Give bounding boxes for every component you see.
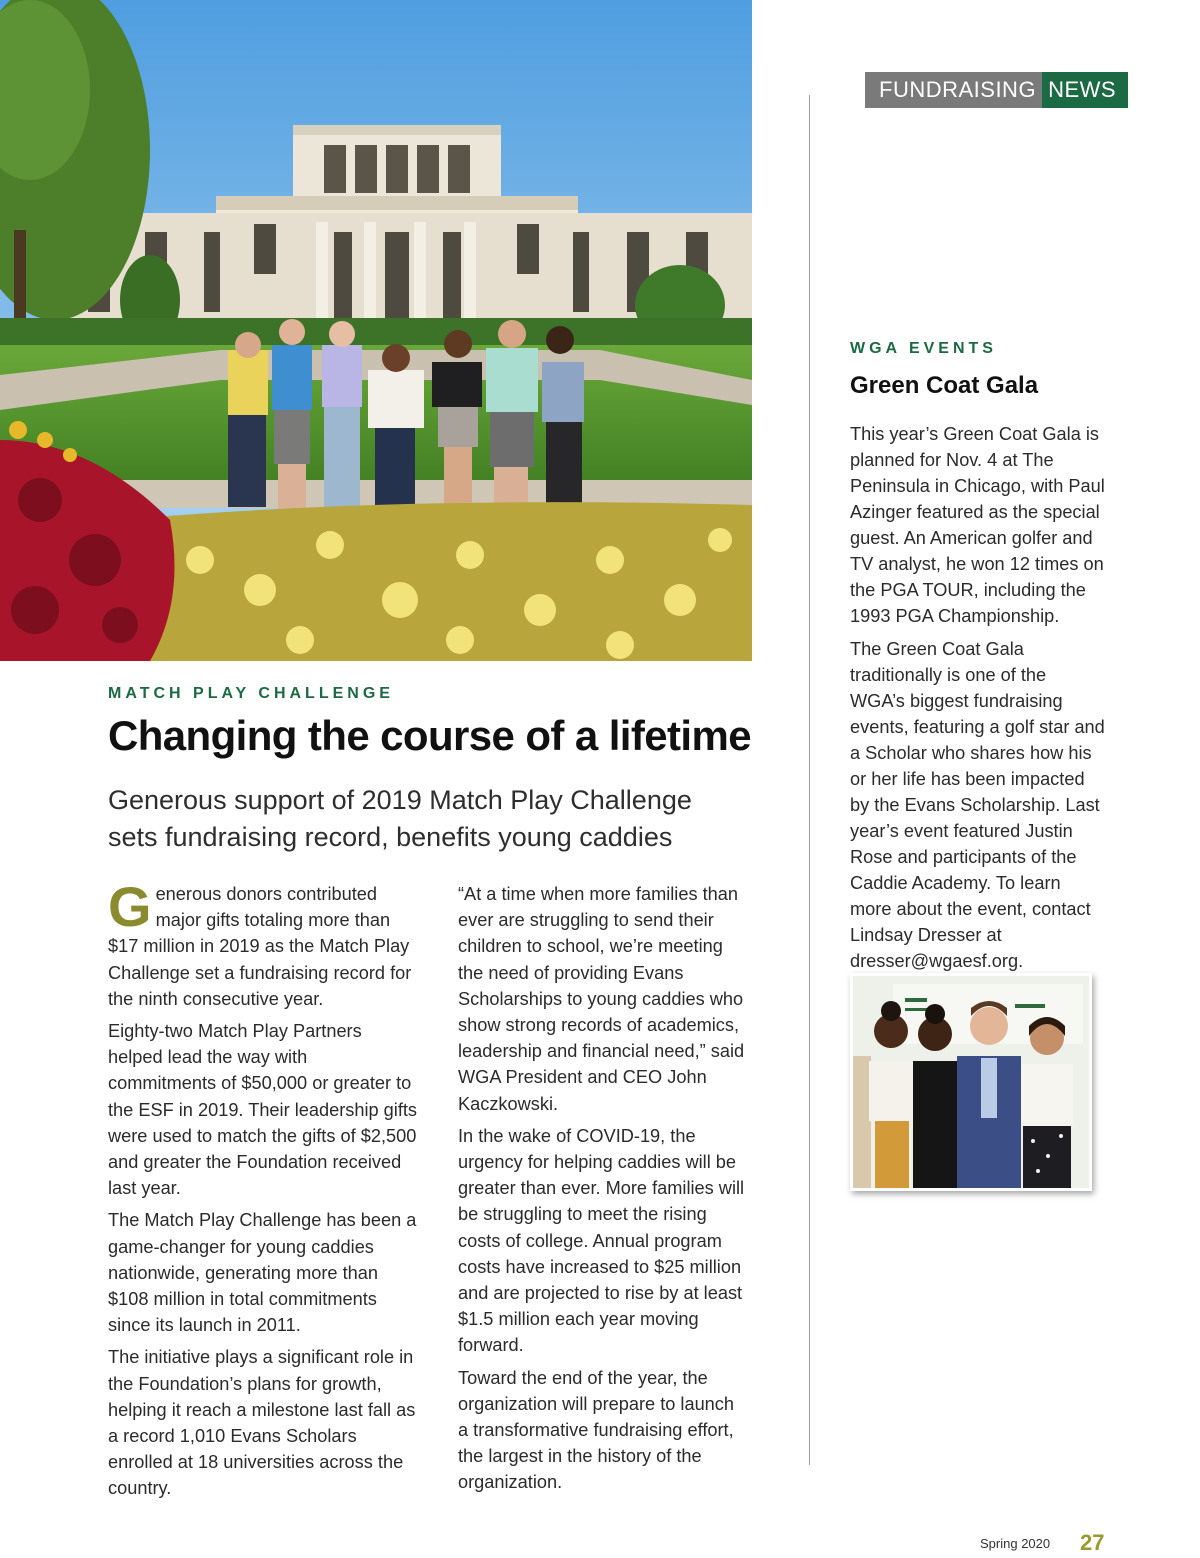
- paragraph: The initiative plays a significant role in the Foundation’s plans for growth, helping it reach a milestone last fall as a record 1,010 Evans Scholars enrolled at 18 universities across the country.: [108, 1347, 416, 1499]
- sidebar-kicker: WGA EVENTS: [850, 340, 997, 357]
- section-tag-fundraising: FUNDRAISING: [865, 72, 1042, 108]
- paragraph: [108, 875, 420, 1012]
- column-divider: [809, 95, 810, 1465]
- sidebar-title: Green Coat Gala: [850, 372, 1039, 399]
- paragraph-text: enerous donors contributed major gifts totaling more than $17 million in 2019 as the Match Play Challenge set a fundraising record for the ninth consecutive year.: [108, 884, 412, 1009]
- article-headline: Changing the course of a lifetime: [108, 712, 751, 759]
- article-kicker: MATCH PLAY CHALLENGE: [108, 685, 394, 702]
- section-tag-news: NEWS: [1042, 72, 1128, 108]
- article-column-1: [108, 875, 420, 1508]
- paragraph: In the wake of COVID-19, the urgency for helping caddies will be greater than ever. More families will be struggling to meet the rising costs of college. Annual program costs have increased to $25 million and are projected to rise by at least $1.5 million each year moving forward.: [458, 1125, 745, 1356]
- page-number: 27: [1080, 1530, 1105, 1555]
- article-column-2: [458, 881, 748, 1502]
- paragraph: The Match Play Challenge has been a game-changer for young caddies nationwide, generating more than $108 million in total commitments since its launch in 2011.: [108, 1210, 417, 1336]
- paragraph: “At a time when more families than ever are struggling to send their children to school, we’re meeting the need of providing Evans Scholarships to young caddies who show strong records of academics, leadership and financial need,” said WGA President and CEO John Kaczkowski.: [458, 884, 745, 1114]
- sidebar-paragraph: This year’s Green Coat Gala is planned for Nov. 4 at The Peninsula in Chicago, with Paul Azinger featured as the special guest. An American golfer and TV analyst, he won 12 times on the PGA TOUR, including the 1993 PGA Championship.: [850, 424, 1105, 626]
- paragraph: Eighty-two Match Play Partners helped lead the way with commitments of $50,000 or greater to the ESF in 2019. Their leadership gifts were used to match the gifts of $2,500 and greater the Foundation received last year.: [108, 1021, 418, 1199]
- hero-photo: [0, 0, 752, 661]
- sidebar-paragraph: The Green Coat Gala traditionally is one of the WGA’s biggest fundraising events, featuring a golf star and a Scholar who shares how his or her life has been impacted by the Evans Scholarship. Last year’s event featured Justin Rose and participants of the Caddie Academy. To learn more about the event, contact Lindsay Dresser at dresser@wgaesf.org.: [850, 639, 1105, 971]
- section-tag: [865, 72, 1128, 108]
- gala-photo: [850, 973, 1092, 1191]
- article-subhead: Generous support of 2019 Match Play Challenge sets fundraising record, benefits young caddies: [108, 785, 692, 852]
- sidebar-body: [850, 421, 1105, 981]
- issue-label: Spring 2020: [980, 1536, 1051, 1551]
- paragraph: Toward the end of the year, the organization will prepare to launch a transformative fundraising effort, the largest in the history of the organization.: [458, 1367, 735, 1493]
- drop-cap: G: [108, 875, 152, 938]
